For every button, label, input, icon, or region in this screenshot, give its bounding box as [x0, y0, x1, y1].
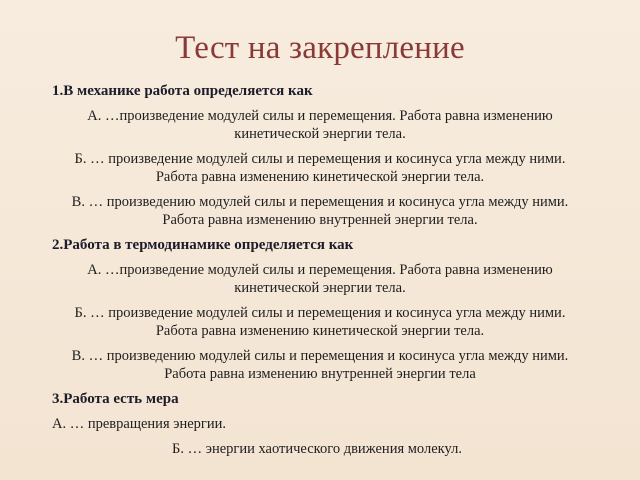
question-1: 1.В механике работа определяется как — [52, 83, 313, 99]
test-content — [52, 82, 588, 465]
question-3-option-b: Б. … энергии хаотического движения молекул. — [172, 441, 462, 457]
question-2-option-b: Б. … произведение модулей силы и перемещения и косинуса угла между ними. Работа равна изменению кинетической энергии тела. — [74, 305, 566, 339]
question-2-option-c: В. … произведению модулей силы и перемещения и косинуса угла между ними. Работа равна изменению внутренней энергии тела — [71, 348, 569, 382]
slide-title: Тест на закрепление — [175, 30, 465, 66]
question-1-option-b: Б. … произведение модулей силы и перемещения и косинуса угла между ними. Работа равна изменению кинетической энергии тела. — [74, 151, 566, 185]
question-3: 3.Работа есть мера — [52, 391, 179, 407]
question-1-option-c: В. … произведению модулей силы и перемещения и косинуса угла между ними. Работа равна изменению внутренней энергии тела. — [71, 194, 569, 228]
question-2-option-a: А. …произведение модулей силы и перемещения. Работа равна изменению кинетической энергии тела. — [87, 262, 553, 296]
question-2: 2.Работа в термодинамике определяется как — [52, 237, 354, 253]
question-1-option-a: А. …произведение модулей силы и перемещения. Работа равна изменению кинетической энергии тела. — [87, 108, 553, 142]
question-3-option-a: А. … превращения энергии. — [52, 416, 226, 432]
